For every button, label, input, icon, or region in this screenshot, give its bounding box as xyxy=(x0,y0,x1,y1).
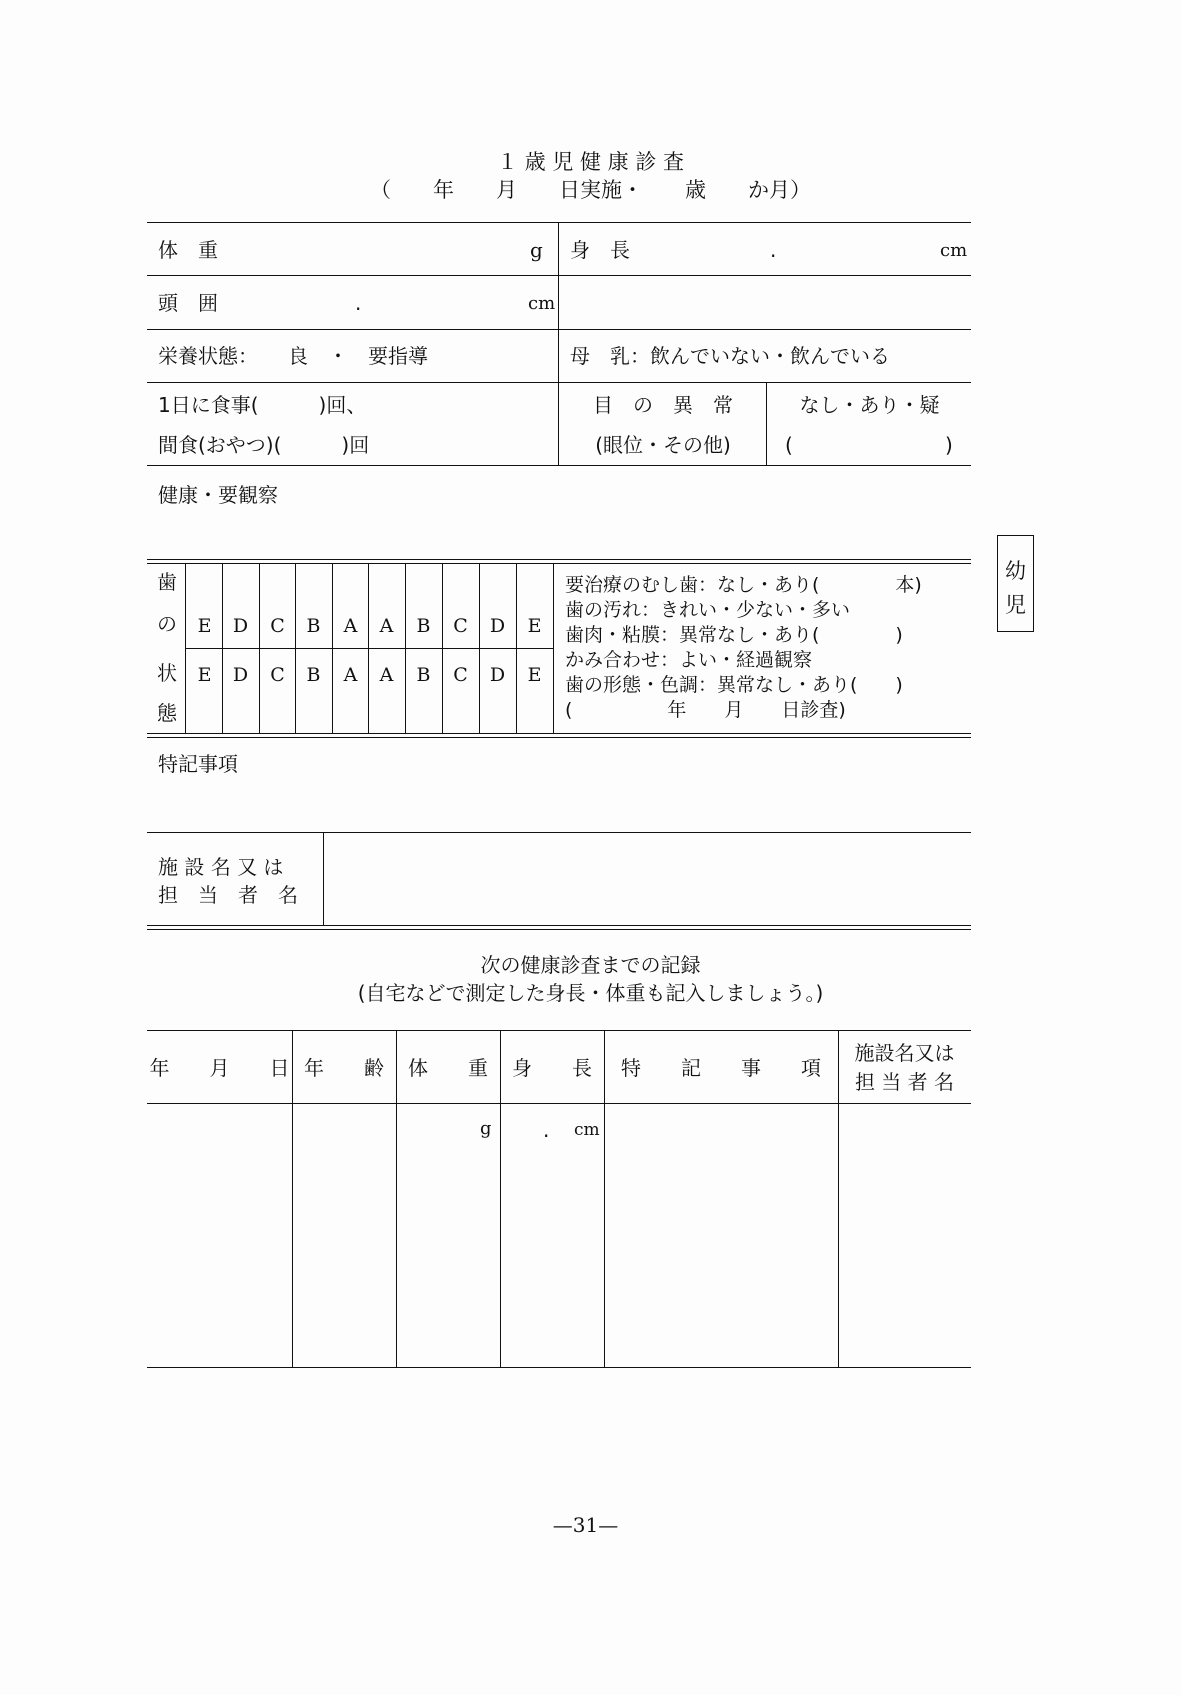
tooth-upper[interactable]: A xyxy=(343,615,358,637)
head-unit: cm xyxy=(528,293,556,314)
page-number: —31— xyxy=(552,1513,619,1537)
col-facility-line2: 担 当 者 名 xyxy=(854,1070,955,1094)
facility-top-border xyxy=(147,832,971,833)
col-date: 年 月 日 xyxy=(149,1056,290,1080)
snacks-per-day: 間食(おやつ)( )回 xyxy=(158,433,370,457)
record-title: 次の健康診査までの記録 xyxy=(480,953,701,977)
record-height-unit: cm xyxy=(574,1120,600,1140)
teeth-side-label: 状 xyxy=(157,661,177,685)
record-height-dot: . xyxy=(543,1118,550,1142)
eye-abnormality-label: 目 の 異 常 xyxy=(593,393,733,417)
breastmilk-status: 母 乳：飲んでいない・飲んでいる xyxy=(570,344,890,368)
teeth-note-bite: かみ合わせ：よい・経過観察 xyxy=(565,649,813,671)
height-unit: cm xyxy=(940,240,968,261)
tooth-upper[interactable]: E xyxy=(197,615,212,637)
table-border xyxy=(147,222,971,223)
eye-paren-close: ) xyxy=(945,433,953,457)
teeth-note-cavities: 要治療のむし歯：なし・あり( 本) xyxy=(565,574,922,596)
tooth-upper[interactable]: B xyxy=(416,615,431,637)
col-special-notes: 特 記 事 項 xyxy=(621,1056,821,1080)
tooth-lower[interactable]: C xyxy=(270,664,285,686)
exam-date-line: （ 年 月 日実施・ 歳 か月） xyxy=(370,178,811,202)
record-subtitle: (自宅などで測定した身長・体重も記入しましょう。) xyxy=(357,981,824,1005)
tooth-upper[interactable]: C xyxy=(453,615,468,637)
table-border xyxy=(147,275,971,276)
teeth-bottom-border xyxy=(147,733,971,738)
facility-divider xyxy=(323,832,324,926)
facility-label-line1: 施 設 名 又 は xyxy=(158,855,284,879)
head-circumference-label: 頭 囲 xyxy=(158,291,218,315)
teeth-side-label: の xyxy=(157,612,177,636)
tooth-lower[interactable]: C xyxy=(453,664,468,686)
eye-position-label: (眼位・その他) xyxy=(595,433,731,457)
teeth-exam-date: ( 年 月 日診査) xyxy=(565,699,846,721)
meals-per-day: 1日に食事( )回、 xyxy=(158,393,367,417)
tooth-upper[interactable]: D xyxy=(232,615,249,637)
table-border xyxy=(147,329,971,330)
height-label: 身 長 xyxy=(570,238,630,262)
record-header-bottom xyxy=(147,1103,971,1104)
nutrition-status: 栄養状態： 良 ・ 要指導 xyxy=(158,344,428,368)
teeth-note-plaque: 歯の汚れ：きれい・少ない・多い xyxy=(565,599,851,621)
tooth-lower[interactable]: B xyxy=(306,664,321,686)
health-observation-label: 健康・要観察 xyxy=(158,483,278,507)
col-age: 年 齢 xyxy=(304,1056,384,1080)
eye-paren-open: ( xyxy=(785,433,793,457)
tooth-lower[interactable]: B xyxy=(416,664,431,686)
tooth-upper[interactable]: A xyxy=(379,615,394,637)
table-border xyxy=(147,382,971,383)
tooth-upper[interactable]: E xyxy=(527,615,542,637)
record-weight-unit: g xyxy=(480,1118,492,1139)
facility-label-line2: 担 当 者 名 xyxy=(158,883,298,907)
col-weight: 体 重 xyxy=(408,1056,488,1080)
weight-label: 体 重 xyxy=(158,238,218,262)
tooth-upper[interactable]: D xyxy=(489,615,506,637)
tooth-lower[interactable]: D xyxy=(489,664,506,686)
table-divider xyxy=(558,222,559,465)
record-table-top xyxy=(147,1030,971,1031)
teeth-note-gums: 歯肉・粘膜：異常なし・あり( ) xyxy=(565,624,903,646)
tooth-lower[interactable]: E xyxy=(197,664,212,686)
section-tab-infant xyxy=(997,535,1034,632)
teeth-top-border xyxy=(147,559,971,564)
tooth-lower[interactable]: E xyxy=(527,664,542,686)
record-table-bottom xyxy=(147,1367,971,1368)
special-notes-label: 特記事項 xyxy=(158,752,238,776)
height-decimal: . xyxy=(770,238,777,262)
tooth-upper[interactable]: B xyxy=(306,615,321,637)
weight-unit: g xyxy=(530,238,543,262)
page-title: １ 歳 児 健 康 診 査 xyxy=(496,150,685,174)
side-tab-char: 児 xyxy=(1005,593,1026,617)
eye-options: なし・あり・疑 xyxy=(799,393,940,417)
teeth-side-label: 歯 xyxy=(157,570,177,594)
teeth-note-shape-color: 歯の形態・色調：異常なし・あり( ) xyxy=(565,674,903,696)
tooth-lower[interactable]: D xyxy=(232,664,249,686)
side-tab-char: 幼 xyxy=(1005,559,1026,583)
head-decimal: . xyxy=(355,291,362,315)
tooth-lower[interactable]: A xyxy=(379,664,394,686)
table-divider xyxy=(766,382,767,465)
teeth-side-label: 態 xyxy=(157,701,177,725)
col-height: 身 長 xyxy=(512,1056,592,1080)
table-border xyxy=(147,465,971,466)
facility-bottom-border xyxy=(147,925,971,930)
col-facility-line1: 施設名又は xyxy=(854,1041,955,1065)
tooth-lower[interactable]: A xyxy=(343,664,358,686)
tooth-upper[interactable]: C xyxy=(270,615,285,637)
